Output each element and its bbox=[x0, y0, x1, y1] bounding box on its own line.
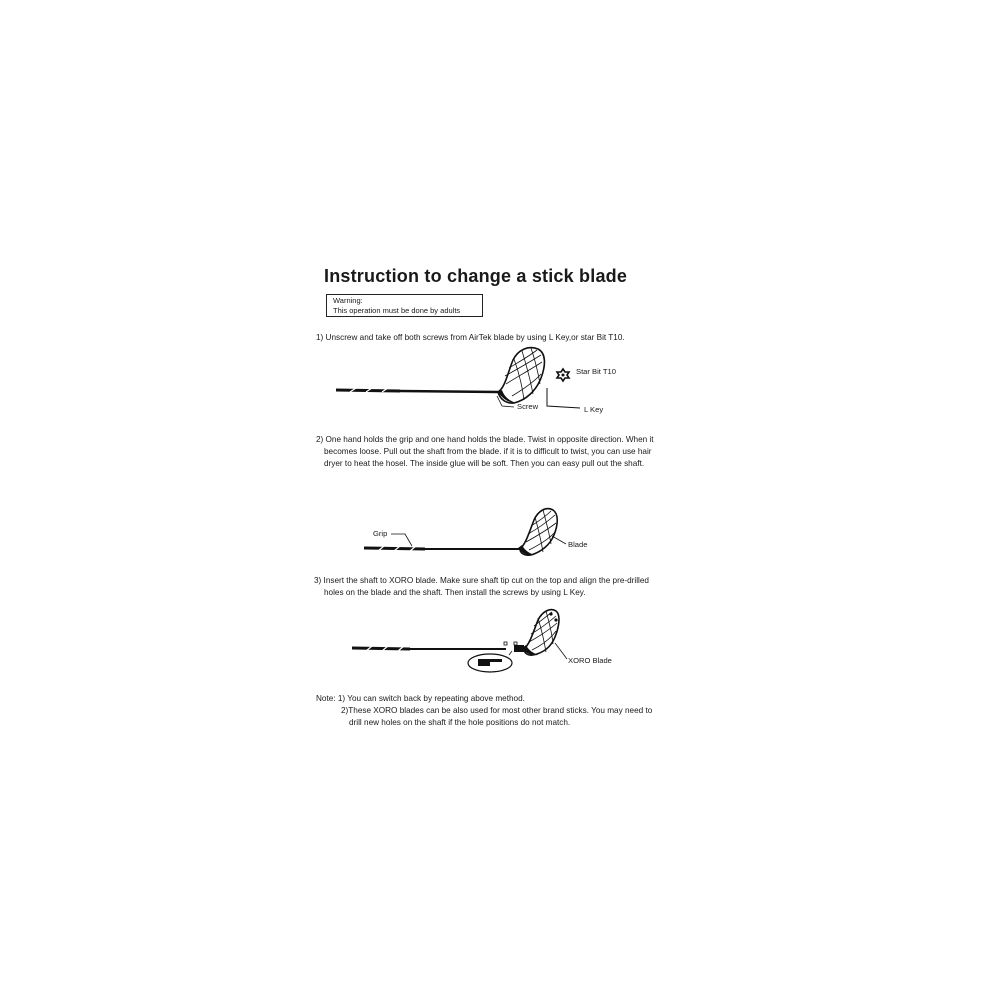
note-line-1: Note: 1) You can switch back by repeating above method. bbox=[316, 694, 525, 703]
warning-text: This operation must be done by adults bbox=[333, 305, 461, 315]
star-bit-label: Star Bit T10 bbox=[576, 367, 616, 376]
step-2-line-3: dryer to heat the hosel. The inside glue will be soft. Then you can easy pull out the shaft. bbox=[324, 459, 645, 468]
warning-heading: Warning: bbox=[333, 296, 363, 305]
l-key-icon bbox=[547, 388, 580, 408]
grip-label: Grip bbox=[373, 529, 388, 538]
blade-label: Blade bbox=[568, 540, 588, 549]
page-title: Instruction to change a stick blade bbox=[324, 266, 628, 286]
step-1-text: 1) Unscrew and take off both screws from AirTek blade by using L Key,or star Bit T10. bbox=[316, 333, 625, 342]
l-key-label: L Key bbox=[584, 405, 604, 414]
star-bit-icon bbox=[557, 369, 569, 381]
note-line-2: 2)These XORO blades can be also used for most other brand sticks. You may need to bbox=[341, 706, 653, 715]
step-2-line-2: becomes loose. Pull out the shaft from the blade. if it is to difficult to twist, you can use hair bbox=[324, 447, 652, 456]
stick-illustration-2 bbox=[364, 509, 566, 556]
step-3-line-1: 3) Insert the shaft to XORO blade. Make sure shaft tip cut on the top and align the pre-drilled bbox=[314, 576, 649, 585]
xoro-blade-label: XORO Blade bbox=[568, 656, 612, 665]
stick-illustration-1 bbox=[336, 348, 544, 407]
step-2-line-1: 2) One hand holds the grip and one hand holds the blade. Twist in opposite direction. When it bbox=[316, 435, 654, 444]
note-line-3: drill new holes on the shaft if the hole positions do not match. bbox=[349, 718, 571, 727]
screw-label: Screw bbox=[517, 402, 539, 411]
stick-illustration-3 bbox=[352, 610, 567, 672]
step-3-line-2: holes on the blade and the shaft. Then install the screws by using L Key. bbox=[324, 588, 586, 597]
